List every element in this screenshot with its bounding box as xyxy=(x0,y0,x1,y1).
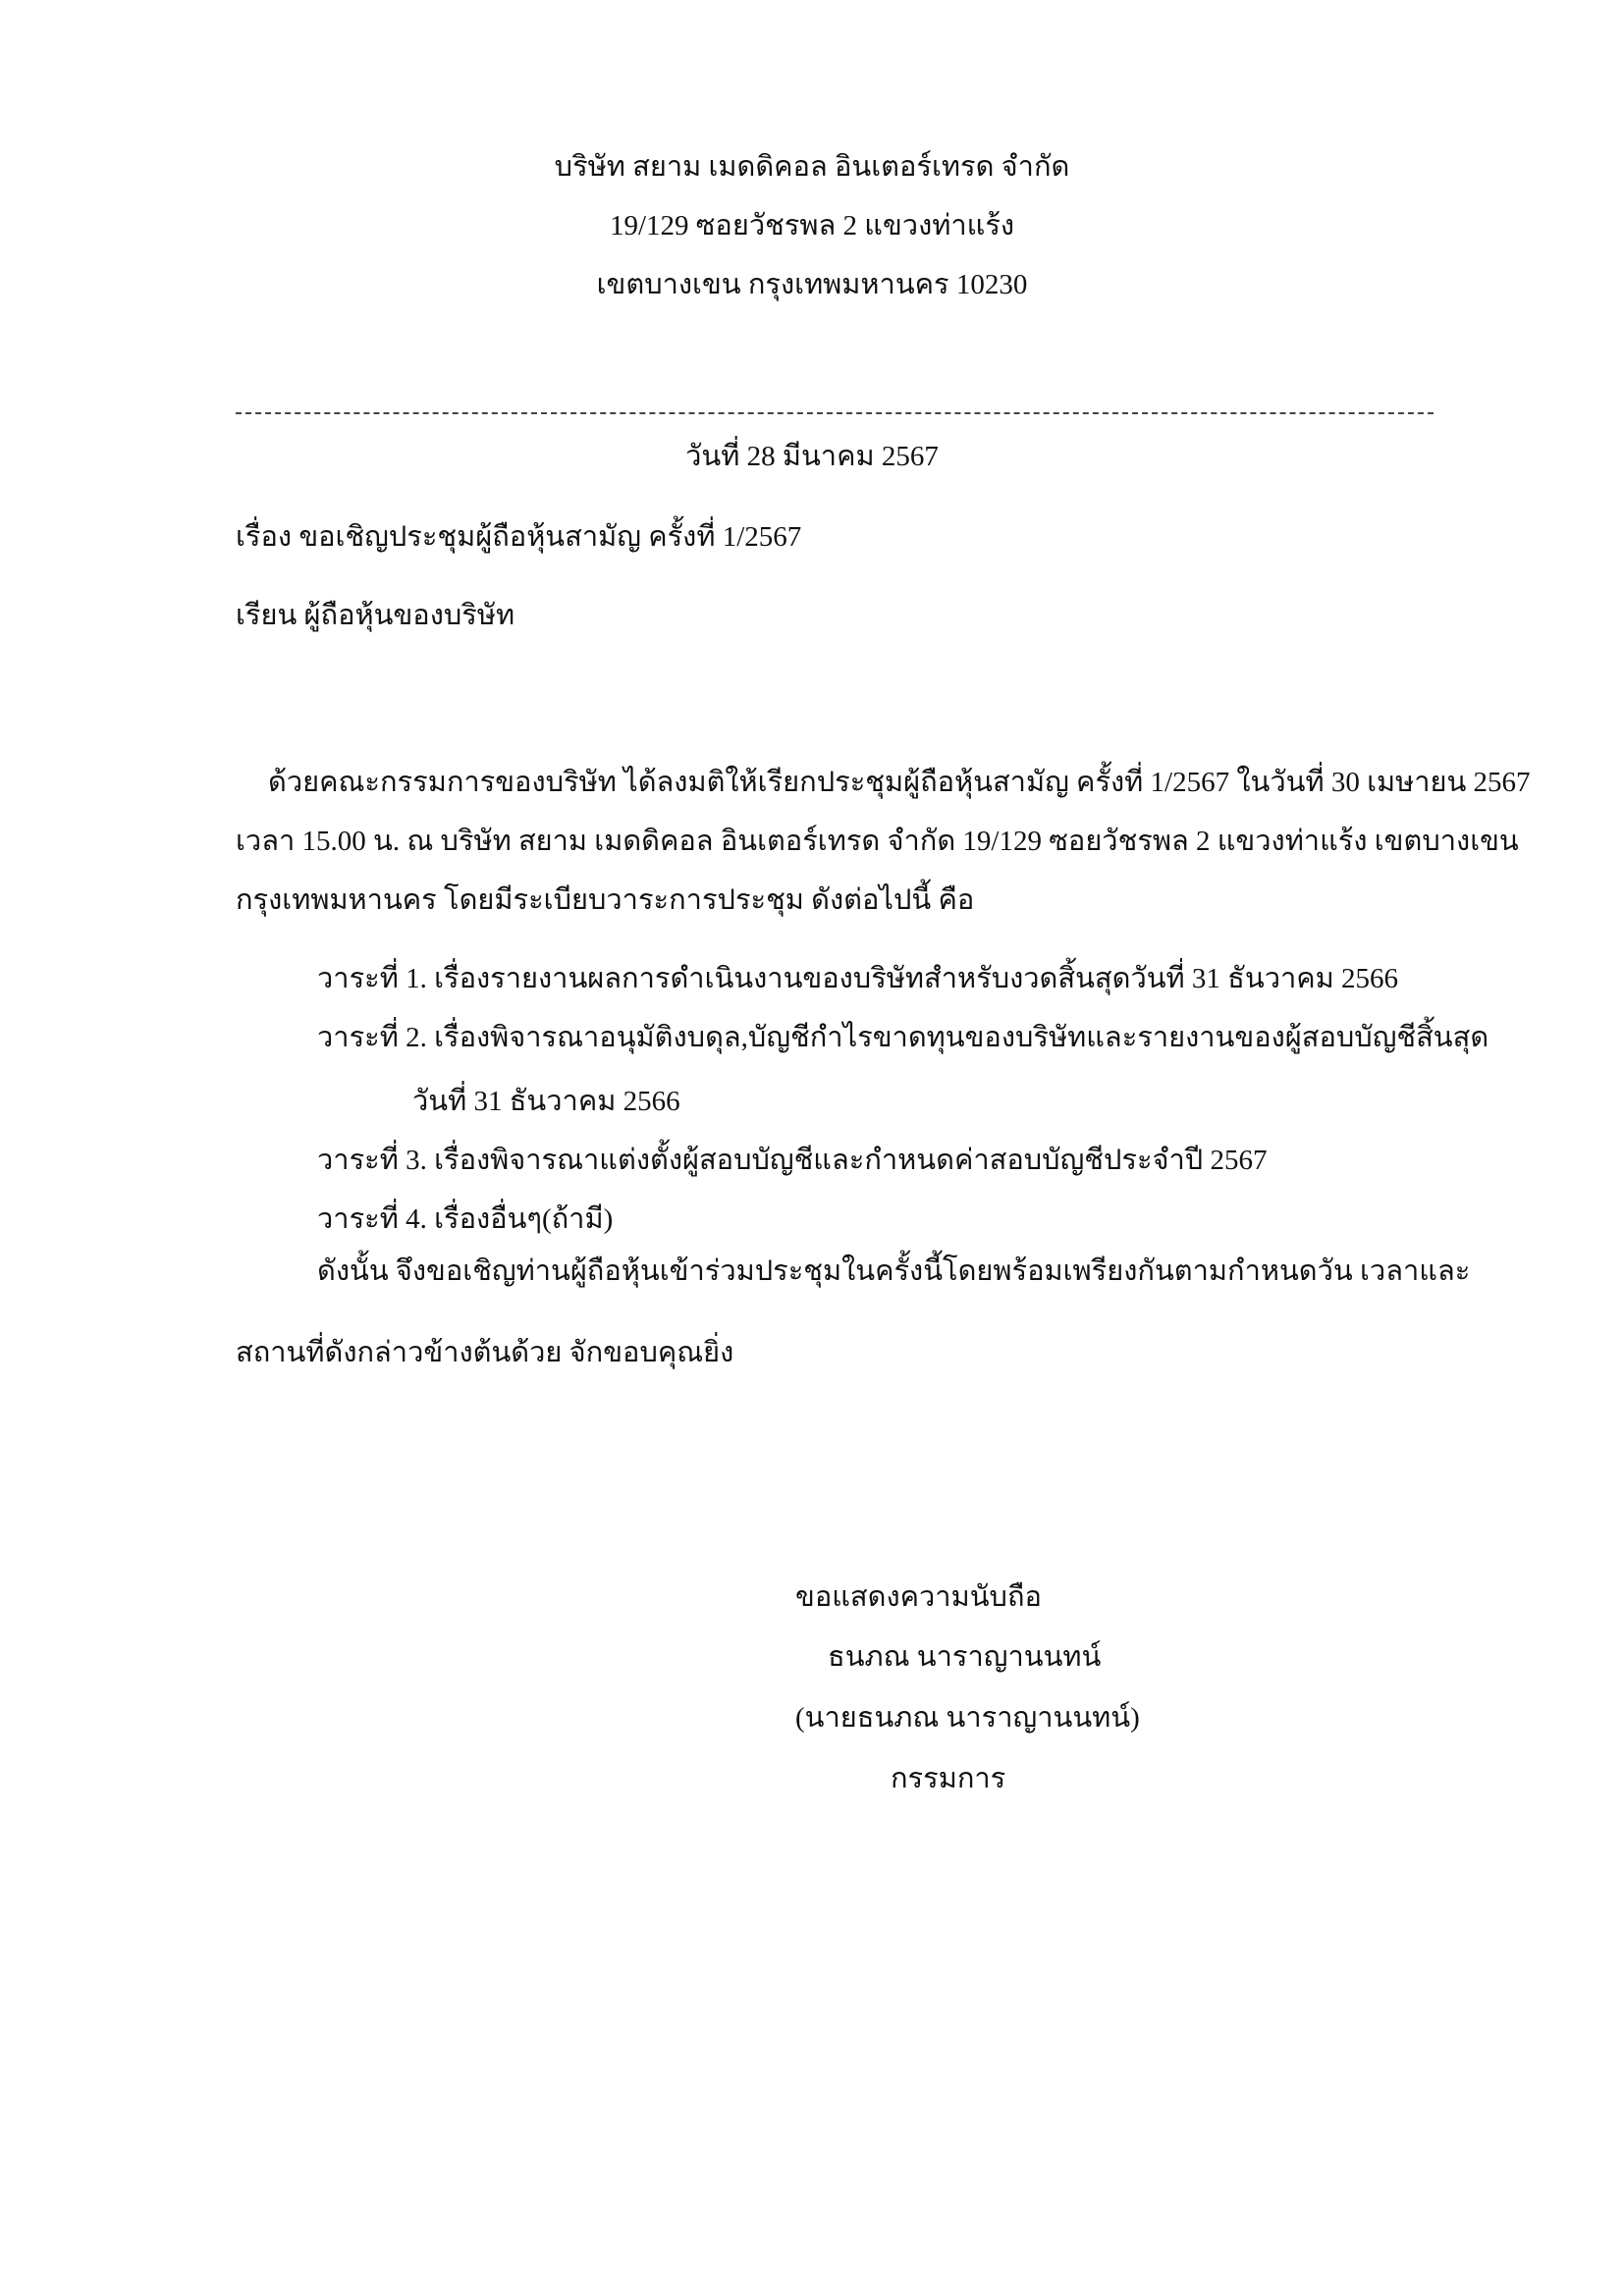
closing-line-1: ดังนั้น จึงขอเชิญท่านผู้ถือหุ้นเข้าร่วมประชุมในครั้งนี้โดยพร้อมเพรียงกันตามกำหนดวัน เวลาและ xyxy=(317,1255,1471,1287)
agenda-item-3: วาระที่ 3. เรื่องพิจารณาแต่งตั้งผู้สอบบัญชีและกำหนดค่าสอบบัญชีประจำปี 2567 xyxy=(317,1145,1268,1176)
agenda-item-4: วาระที่ 4. เรื่องอื่นๆ(ถ้ามี) xyxy=(317,1203,614,1235)
body-line-3: กรุงเทพมหานคร โดยมีระเบียบวาระการประชุม ดังต่อไปนี้ คือ xyxy=(236,884,975,916)
salutation: เรียน ผู้ถือหุ้นของบริษัท xyxy=(236,600,515,631)
body-line-2: เวลา 15.00 น. ณ บริษัท สยาม เมดดิคอล อินเตอร์เทรด จำกัด 19/129 ซอยวัชรพล 2 แขวงท่าแร้ง เขตบางเขน xyxy=(236,826,1519,857)
agenda-item-2-continued: วันที่ 31 ธันวาคม 2566 xyxy=(412,1086,680,1117)
regards-text: ขอแสดงความนับถือ xyxy=(795,1581,1042,1613)
agenda-item-2: วาระที่ 2. เรื่องพิจารณาอนุมัติงบดุล,บัญชีกำไรขาดทุนของบริษัทและรายงานของผู้สอบบัญชีสิ้นสุด xyxy=(317,1022,1489,1053)
closing-line-2: สถานที่ดังกล่าวข้างต้นด้วย จักขอบคุณยิ่ง xyxy=(236,1337,734,1368)
signer-name: ธนภณ นาราญานนทน์ xyxy=(828,1641,1102,1673)
company-name: บริษัท สยาม เมดดิคอล อินเตอร์เทรด จำกัด xyxy=(554,151,1070,183)
address-line-2: เขตบางเขน กรุงเทพมหานคร 10230 xyxy=(596,269,1028,300)
dashed-divider xyxy=(236,412,1434,414)
subject-line: เรื่อง ขอเชิญประชุมผู้ถือหุ้นสามัญ ครั้งที่ 1/2567 xyxy=(236,521,802,553)
body-line-1: ด้วยคณะกรรมการของบริษัท ได้ลงมติให้เรียกประชุมผู้ถือหุ้นสามัญ ครั้งที่ 1/2567 ในวันที่ 30 เมษายน 2567 xyxy=(268,767,1531,798)
letter-date: วันที่ 28 มีนาคม 2567 xyxy=(685,441,939,472)
signer-printed-name: (นายธนภณ นาราญานนทน์) xyxy=(795,1702,1140,1734)
address-line-1: 19/129 ซอยวัชรพล 2 แขวงท่าแร้ง xyxy=(609,210,1015,241)
agenda-item-1: วาระที่ 1. เรื่องรายงานผลการดำเนินงานของบริษัทสำหรับงวดสิ้นสุดวันที่ 31 ธันวาคม 2566 xyxy=(317,963,1399,994)
signer-title: กรรมการ xyxy=(891,1763,1006,1794)
